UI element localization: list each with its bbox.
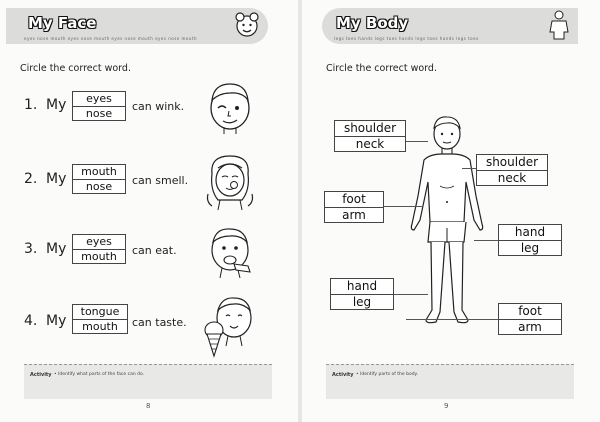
activity-note-bar — [24, 364, 272, 399]
activity-description: • Identify what parts of the face can do. — [54, 372, 145, 377]
label-box-shoulder-neck-right — [476, 154, 548, 186]
word-choice-box — [72, 304, 128, 334]
instruction-text: Circle the correct word. — [20, 63, 131, 74]
leader-line — [462, 168, 476, 169]
word-option-mouth[interactable]: mouth — [81, 165, 117, 178]
question-prefix: My — [46, 171, 67, 187]
word-option-mouth[interactable]: mouth — [73, 319, 127, 334]
word-option-neck[interactable]: neck — [477, 170, 547, 186]
activity-label: Activity — [30, 372, 52, 378]
label-box-shoulder-neck-left — [334, 120, 406, 152]
activity-label: Activity — [332, 372, 354, 378]
word-option-arm[interactable]: arm — [499, 319, 561, 335]
word-choice-box — [72, 164, 126, 194]
question-prefix: My — [46, 241, 67, 257]
leader-line — [406, 319, 498, 320]
word-option-eyes[interactable]: eyes — [86, 235, 112, 248]
leader-line — [474, 240, 498, 241]
right-page-my-body — [302, 0, 600, 422]
girl-smelling-illustration — [202, 150, 258, 210]
question-suffix: can eat. — [132, 244, 177, 257]
label-box-foot-arm-right — [498, 303, 562, 335]
activity-note-bar — [326, 364, 574, 399]
boy-winking-face-illustration — [204, 78, 256, 134]
word-option-tongue[interactable]: tongue — [80, 305, 120, 318]
page-number: 9 — [444, 402, 449, 410]
word-option-nose[interactable]: nose — [73, 179, 125, 194]
boy-body-illustration — [400, 116, 494, 330]
word-option-leg[interactable]: leg — [499, 240, 561, 256]
word-option-foot[interactable]: foot — [342, 192, 366, 206]
banner-word-strip: legs toes hands legs toes hands legs toes hands legs toes — [334, 36, 479, 41]
word-option-arm[interactable]: arm — [325, 207, 383, 223]
label-box-hand-leg-left — [330, 278, 394, 310]
question-number: 2. — [24, 171, 38, 187]
question-prefix: My — [46, 97, 67, 113]
question-suffix: can wink. — [132, 100, 185, 113]
word-option-leg[interactable]: leg — [331, 294, 393, 310]
banner-word-strip: eyes nose mouth eyes nose mouth eyes nose mouth eyes nose mouth — [24, 36, 198, 41]
question-prefix: My — [46, 313, 67, 329]
page-title: My Face — [28, 14, 97, 32]
word-option-mouth[interactable]: mouth — [73, 249, 125, 264]
girl-face-icon — [232, 10, 262, 40]
label-box-foot-arm-left — [324, 191, 384, 223]
activity-description: • Identify parts of the body. — [356, 372, 419, 377]
word-choice-box — [72, 91, 126, 121]
left-page-my-face — [0, 0, 298, 422]
page-number: 8 — [146, 402, 151, 410]
word-option-eyes[interactable]: eyes — [86, 92, 112, 105]
instruction-text: Circle the correct word. — [326, 63, 437, 74]
question-suffix: can smell. — [132, 174, 189, 187]
boy-eating-illustration — [204, 222, 258, 278]
body-figure-icon — [544, 10, 574, 40]
word-choice-box — [72, 234, 126, 264]
question-number: 4. — [24, 313, 38, 329]
word-option-neck[interactable]: neck — [335, 136, 405, 152]
title-banner — [322, 8, 578, 44]
word-option-foot[interactable]: foot — [518, 304, 542, 318]
word-option-shoulder[interactable]: shoulder — [343, 121, 397, 135]
question-number: 1. — [24, 97, 38, 113]
word-option-hand[interactable]: hand — [346, 279, 378, 293]
label-box-hand-leg-right — [498, 224, 562, 256]
question-suffix: can taste. — [132, 316, 187, 329]
boy-licking-ice-cream-illustration — [200, 294, 260, 358]
page-title: My Body — [336, 14, 409, 32]
question-number: 3. — [24, 241, 38, 257]
word-option-shoulder[interactable]: shoulder — [485, 155, 539, 169]
word-option-hand[interactable]: hand — [514, 225, 546, 239]
title-banner — [6, 8, 268, 44]
word-option-nose[interactable]: nose — [73, 106, 125, 121]
leader-line — [404, 141, 428, 142]
